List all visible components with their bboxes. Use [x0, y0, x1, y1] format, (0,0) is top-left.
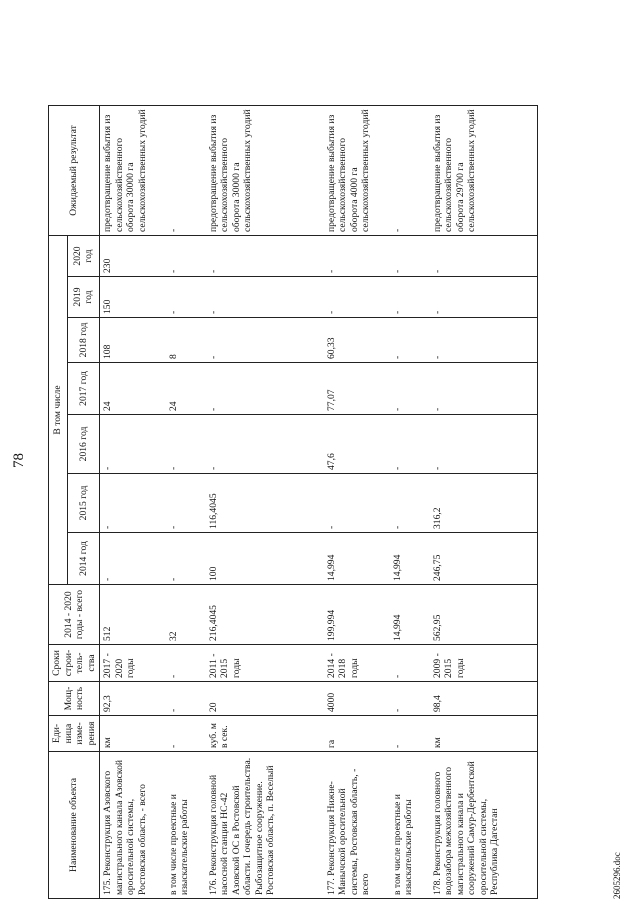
- terms-cell: 2017 - 2020 годы: [100, 645, 166, 682]
- object-name: 175. Реконструкция Азовского магистрального канала Азовской оросительной системы, Ростовская область, - всего: [100, 752, 166, 899]
- y2016-cell: -: [430, 415, 538, 474]
- result-cell: -: [166, 106, 206, 236]
- y2018-cell: 108: [100, 318, 166, 363]
- header-2016: 2016 год: [67, 415, 99, 474]
- y2014-cell: -: [100, 533, 166, 585]
- y2017-cell: 77,07: [324, 363, 390, 415]
- y2014-cell: 14,994: [324, 533, 390, 585]
- y2016-cell: 47,6: [324, 415, 390, 474]
- y2020-cell: -: [430, 236, 538, 277]
- y2017-cell: 24: [166, 363, 206, 415]
- y2019-cell: -: [206, 277, 324, 318]
- header-2020: 2020 год: [67, 236, 99, 277]
- header-result: Ожидаемый результат: [49, 106, 100, 236]
- y2015-cell: -: [324, 474, 390, 533]
- y2018-cell: -: [390, 318, 430, 363]
- terms-cell: 2014 - 2018 годы: [324, 645, 390, 682]
- header-capacity: Мощ-ность: [49, 682, 100, 716]
- terms-cell: 2009 - 2015 годы: [430, 645, 538, 682]
- y2015-cell: 316,2: [430, 474, 538, 533]
- y2015-cell: -: [390, 474, 430, 533]
- total-cell: 32: [166, 585, 206, 645]
- capacity-cell: -: [390, 682, 430, 716]
- unit-cell: км: [430, 716, 538, 752]
- result-cell: предотвращение выбытия из сельскохозяйственного оборота 4000 га сельскохозяйственных угодий: [324, 106, 390, 236]
- table-row: [206, 106, 324, 899]
- header-name: Наименование объекта: [49, 752, 100, 899]
- y2019-cell: -: [166, 277, 206, 318]
- footer-filename: 2605296.doc: [612, 852, 622, 899]
- y2020-cell: -: [324, 236, 390, 277]
- capacity-cell: 98,4: [430, 682, 538, 716]
- y2014-cell: 14,994: [390, 533, 430, 585]
- capacity-cell: -: [166, 682, 206, 716]
- result-cell: -: [390, 106, 430, 236]
- header-2017: 2017 год: [67, 363, 99, 415]
- header-incl: В том числе: [49, 236, 68, 585]
- y2016-cell: -: [166, 415, 206, 474]
- result-cell: предотвращение выбытия из сельскохозяйственного оборота 30000 га сельскохозяйственных угодий: [206, 106, 324, 236]
- unit-cell: -: [390, 716, 430, 752]
- y2014-cell: 100: [206, 533, 324, 585]
- object-name: 176. Реконструкция головной насосной станции НС-42 Азовской ОС в Ростовской области. I очередь строительства. Рыбозащитное сооружение. Ростовская область, п. Веселый: [206, 752, 324, 899]
- y2015-cell: -: [166, 474, 206, 533]
- y2018-cell: 60,33: [324, 318, 390, 363]
- y2016-cell: -: [390, 415, 430, 474]
- objects-table: [48, 105, 538, 899]
- capacity-cell: 20: [206, 682, 324, 716]
- y2017-cell: -: [206, 363, 324, 415]
- result-cell: предотвращение выбытия из сельскохозяйственного оборота 29700 га сельскохозяйственных угодий: [430, 106, 538, 236]
- y2018-cell: -: [430, 318, 538, 363]
- object-name: в том числе проектные и изыскательские работы: [166, 752, 206, 899]
- object-name: в том числе проектные и изыскательские работы: [390, 752, 430, 899]
- page-number: 78: [11, 453, 27, 468]
- terms-cell: -: [166, 645, 206, 682]
- table-row: [166, 106, 206, 899]
- capacity-cell: 4000: [324, 682, 390, 716]
- y2020-cell: -: [166, 236, 206, 277]
- y2017-cell: -: [430, 363, 538, 415]
- unit-cell: га: [324, 716, 390, 752]
- y2015-cell: -: [100, 474, 166, 533]
- y2015-cell: 116,4045: [206, 474, 324, 533]
- terms-cell: -: [390, 645, 430, 682]
- y2016-cell: -: [100, 415, 166, 474]
- unit-cell: -: [166, 716, 206, 752]
- header-2019: 2019 год: [67, 277, 99, 318]
- y2016-cell: -: [206, 415, 324, 474]
- y2020-cell: -: [390, 236, 430, 277]
- header-terms: Сроки строи-тель-ства: [49, 645, 100, 682]
- header-total: 2014 - 2020 годы - всего: [49, 585, 100, 645]
- y2018-cell: 8: [166, 318, 206, 363]
- unit-cell: куб. м в сек.: [206, 716, 324, 752]
- y2020-cell: 230: [100, 236, 166, 277]
- table-row: [100, 106, 166, 899]
- total-cell: 14,994: [390, 585, 430, 645]
- y2020-cell: -: [206, 236, 324, 277]
- table-row: [430, 106, 538, 899]
- y2017-cell: -: [390, 363, 430, 415]
- table-row: [390, 106, 430, 899]
- y2017-cell: 24: [100, 363, 166, 415]
- terms-cell: 2011 - 2015 годы: [206, 645, 324, 682]
- capacity-cell: 92,3: [100, 682, 166, 716]
- header-2014: 2014 год: [67, 533, 99, 585]
- total-cell: 512: [100, 585, 166, 645]
- header-2018: 2018 год: [67, 318, 99, 363]
- table-row: [324, 106, 390, 899]
- y2014-cell: -: [166, 533, 206, 585]
- header-2015: 2015 год: [67, 474, 99, 533]
- y2019-cell: 150: [100, 277, 166, 318]
- total-cell: 216,4045: [206, 585, 324, 645]
- object-name: 177. Реконструкция Нижне-Манычской оросительной системы, Ростовская область, - всего: [324, 752, 390, 899]
- y2019-cell: -: [430, 277, 538, 318]
- object-name: 178. Реконструкция головного водозабора межхозяйственного магистрального канала и сооружений Самур-Дербентской оросительной системы, Республика Дагестан: [430, 752, 538, 899]
- header-unit: Еди-ница изме-рения: [49, 716, 100, 752]
- y2014-cell: 246,75: [430, 533, 538, 585]
- y2019-cell: -: [324, 277, 390, 318]
- result-cell: предотвращение выбытия из сельскохозяйственного оборота 30000 га сельскохозяйственных угодий: [100, 106, 166, 236]
- total-cell: 562,95: [430, 585, 538, 645]
- unit-cell: км: [100, 716, 166, 752]
- y2018-cell: -: [206, 318, 324, 363]
- y2019-cell: -: [390, 277, 430, 318]
- total-cell: 199,994: [324, 585, 390, 645]
